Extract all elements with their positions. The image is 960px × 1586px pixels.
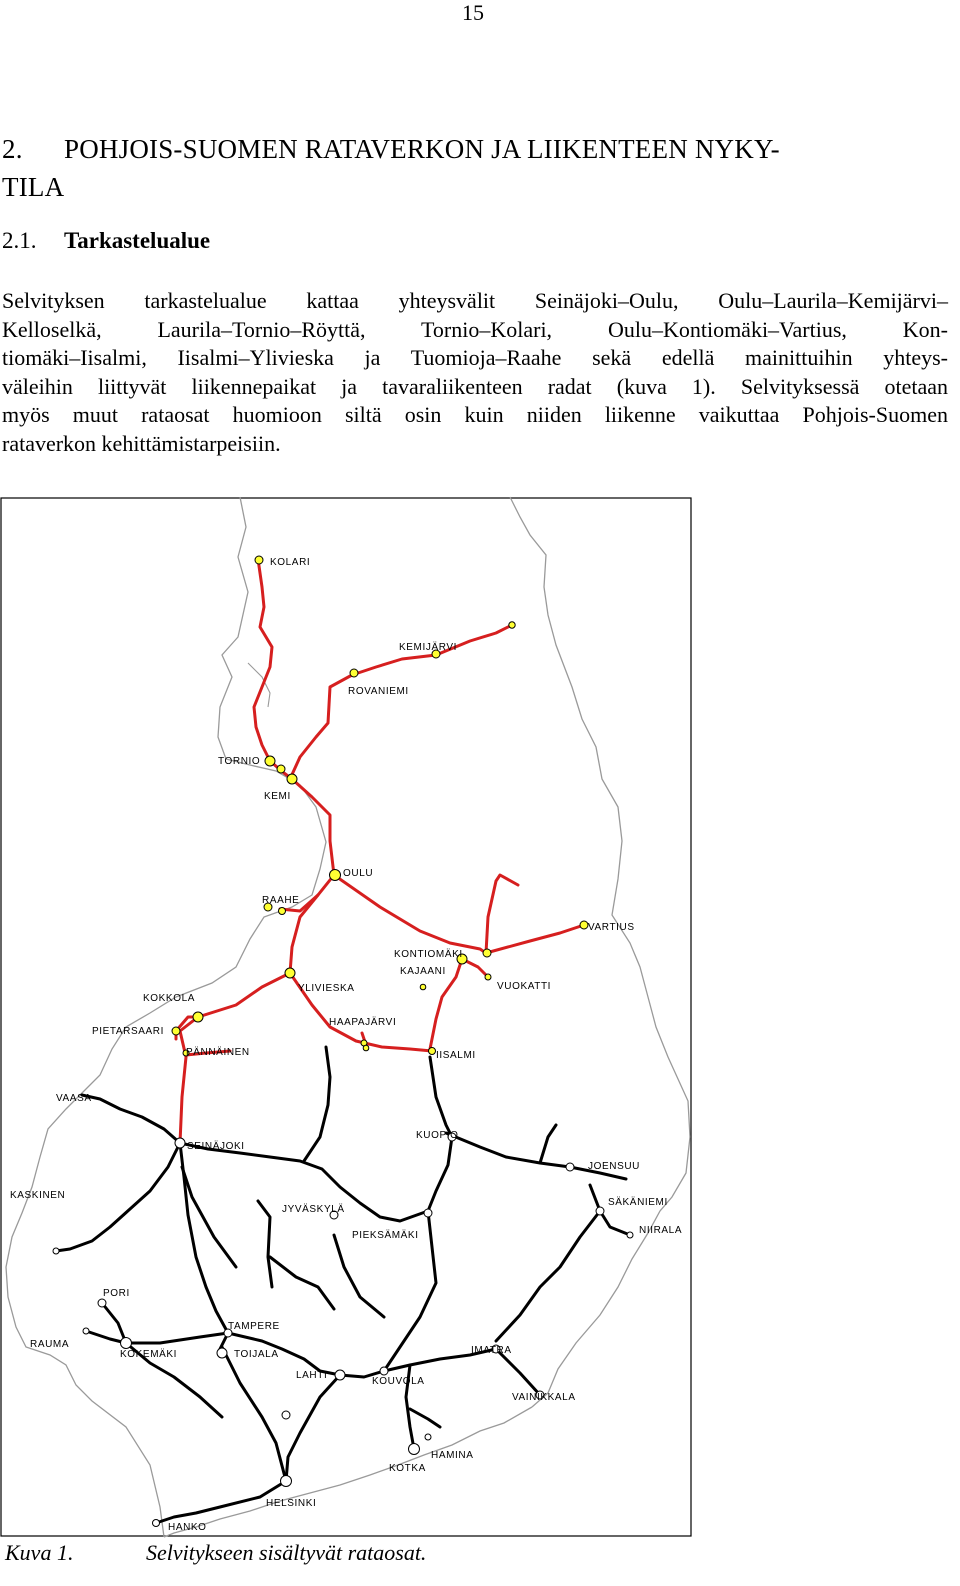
- station-niirala: [627, 1232, 633, 1238]
- chapter-number: 2.: [2, 134, 23, 164]
- label-vainikkala: VAINIKKALA: [512, 1392, 576, 1403]
- track-kuopio-joensuu: [446, 1133, 570, 1167]
- label-pannainen: PÄNNÄINEN: [186, 1047, 250, 1058]
- label-pietarsaari: PIETARSAARI: [92, 1026, 164, 1037]
- label-hamina: HAMINA: [431, 1450, 474, 1461]
- label-oulu: OULU: [343, 868, 374, 879]
- label-niirala: NIIRALA: [639, 1225, 683, 1236]
- track-seinajoki-kaskinen: [56, 1143, 180, 1251]
- station-oulu: [330, 870, 341, 881]
- station-vuokatti: [485, 974, 491, 980]
- track-kokkola-seinajoki: [180, 1017, 198, 1143]
- track-joensuu-north: [540, 1125, 556, 1163]
- track-kontiomaki-north: [486, 875, 518, 953]
- station-kemi: [287, 774, 297, 784]
- label-hanko: HANKO: [168, 1522, 207, 1533]
- label-imatra: IMATRA: [471, 1345, 512, 1356]
- section-heading: [2, 228, 210, 254]
- track-iisalmi-kuopio: [430, 1057, 452, 1137]
- track-hamina: [410, 1409, 440, 1427]
- track-vaasa-seinajoki: [82, 1095, 180, 1143]
- track-haapajarvi-jyvaskyla: [304, 1047, 330, 1161]
- label-kaskinen: KASKINEN: [10, 1190, 66, 1201]
- paragraph-line: myös muut rataosat huomioon siltä osin kuin niiden liikenne vaikuttaa Pohjois-Suomen: [2, 402, 948, 427]
- railway-map-figure: [0, 497, 692, 1537]
- label-joensuu: JOENSUU: [588, 1161, 640, 1172]
- section-title: Tarkastelualue: [64, 228, 211, 253]
- label-tornio: TORNIO: [218, 756, 261, 767]
- station-kaskinen: [53, 1248, 59, 1254]
- station-kotka: [409, 1444, 420, 1455]
- station-pieksamaki: [424, 1209, 432, 1217]
- station-pietarsaari: [172, 1027, 180, 1035]
- station-kontiomaki: [483, 949, 491, 957]
- track-rauma: [86, 1331, 126, 1343]
- station-seinajoki: [175, 1138, 185, 1148]
- page-number: 15: [462, 0, 484, 25]
- label-lahti: LAHTI: [296, 1370, 328, 1381]
- west-coast-line: [6, 497, 326, 1537]
- railway-map: [0, 497, 692, 1537]
- track-ylivieska-kokkola: [198, 973, 290, 1017]
- track-local-a: [334, 1235, 384, 1317]
- track-kontiomaki-vartius: [486, 925, 584, 953]
- chapter-title-line1: POHJOIS-SUOMEN RATAVERKON JA LIIKENTEEN NYKY-: [64, 134, 780, 164]
- track-joensuu-imatra: [496, 1211, 600, 1341]
- station-lahti: [335, 1370, 345, 1380]
- caption-text: Selvitykseen sisältyvät rataosat.: [146, 1540, 427, 1565]
- station-ylivieska: [285, 968, 295, 978]
- station-kelloselka: [509, 622, 515, 628]
- label-kokemaki: KOKEMÄKI: [120, 1349, 178, 1360]
- label-iisalmi: IISALMI: [436, 1050, 476, 1061]
- section-number: 2.1.: [2, 228, 37, 253]
- label-kouvola: KOUVOLA: [372, 1376, 425, 1387]
- lake-outline: [248, 663, 270, 707]
- station-raahe-b: [279, 908, 286, 915]
- south-coast-line: [164, 1407, 532, 1537]
- label-rauma: RAUMA: [30, 1339, 70, 1350]
- station-hamina: [425, 1434, 431, 1440]
- station-tornio: [265, 756, 275, 766]
- eastern-border-line: [510, 497, 690, 1407]
- caption-number: Kuva 1.: [5, 1540, 74, 1565]
- station-hanko: [153, 1520, 160, 1527]
- track-kuopio-pieksamaki: [428, 1137, 452, 1211]
- label-vaasa: VAASA: [56, 1093, 92, 1104]
- track-kemi-oulu: [292, 779, 334, 875]
- paragraph-line: rataverkon kehittämistarpeisiin.: [2, 430, 281, 456]
- track-kokemaki-tampere: [126, 1333, 228, 1343]
- paragraph-line: Selvityksen tarkastelualue kattaa yhteysvälit Seinäjoki–Oulu, Oulu–Laurila–Kemijärvi–: [2, 288, 948, 313]
- stations: [53, 556, 633, 1527]
- track-local-d: [270, 1257, 334, 1309]
- label-raahe: RAAHE: [262, 895, 300, 906]
- label-kotka: KOTKA: [389, 1463, 426, 1474]
- station-haapajarvi-b: [363, 1045, 369, 1051]
- station-kokemaki: [121, 1338, 132, 1349]
- track-kolari-tornio: [254, 559, 272, 761]
- label-kemi: KEMI: [264, 791, 291, 802]
- track-jyvaskyla-south: [258, 1201, 272, 1287]
- paragraph-line: Kelloselkä, Laurila–Tornio–Röyttä, Tornio–Kolari, Oulu–Kontiomäki–Vartius, Kon-: [2, 316, 948, 342]
- label-seinajoki: SEINÄJOKI: [187, 1141, 245, 1152]
- label-kemijarvi: KEMIJÄRVI: [399, 642, 458, 653]
- label-vuokatti: VUOKATTI: [497, 981, 552, 992]
- label-kolari: KOLARI: [270, 557, 311, 568]
- label-toijala: TOIJALA: [234, 1349, 279, 1360]
- station-laurila: [277, 765, 285, 773]
- paragraph-line: tiomäki–Iisalmi, Iisalmi–Ylivieska ja Tuomioja–Raahe sekä edellä mainittuihin yhteys-: [2, 345, 948, 370]
- label-kontiomaki: KONTIOMÄKI: [394, 949, 463, 960]
- label-vartius: VARTIUS: [588, 922, 635, 933]
- chapter-heading: [2, 130, 952, 206]
- station-kokkola: [193, 1012, 203, 1022]
- station-iisalmi: [429, 1048, 436, 1055]
- station-rauma: [83, 1328, 89, 1334]
- label-pieksamaki: PIEKSÄMÄKI: [352, 1230, 419, 1241]
- track-toijala-helsinki: [222, 1347, 286, 1481]
- station-kouvola: [380, 1367, 388, 1375]
- station-pori: [98, 1299, 106, 1307]
- station-kolari: [255, 556, 263, 564]
- label-haapajarvi: HAAPAJÄRVI: [329, 1017, 397, 1028]
- paragraph-line: väleihin liittyvät liikennepaikat ja tavaraliikenteen radat (kuva 1). Selvityksessä otetaan: [2, 373, 948, 399]
- label-rovaniemi: ROVANIEMI: [348, 686, 409, 697]
- station-vartius: [580, 921, 588, 929]
- label-kokkola: KOKKOLA: [143, 993, 195, 1004]
- station-joensuu: [566, 1163, 574, 1171]
- track-lahti-helsinki: [286, 1375, 340, 1481]
- station-toijala: [217, 1348, 227, 1358]
- label-kajaani: KAJAANI: [400, 966, 446, 977]
- label-sakaniemi: SÄKÄNIEMI: [608, 1197, 668, 1208]
- station-rovaniemi: [350, 669, 358, 677]
- track-seinajoki-tampere: [180, 1143, 228, 1333]
- label-jyvaskyla: JYVÄSKYLÄ: [282, 1204, 345, 1215]
- label-pori: PORI: [103, 1288, 130, 1299]
- station-small-a: [420, 984, 426, 990]
- label-kuopio: KUOPIO: [416, 1130, 459, 1141]
- track-oulu-kontiomaki: [334, 875, 486, 953]
- station-riihimaki: [282, 1411, 290, 1419]
- body-paragraph: [2, 287, 948, 458]
- label-tampere: TAMPERE: [228, 1321, 280, 1332]
- track-local-c: [182, 1167, 236, 1267]
- station-helsinki: [281, 1476, 292, 1487]
- label-ylivieska: YLIVIESKA: [298, 983, 355, 994]
- label-helsinki: HELSINKI: [266, 1498, 317, 1509]
- map-labels: [10, 557, 682, 1533]
- chapter-title-line2: TILA: [2, 172, 65, 202]
- station-sakaniemi: [596, 1207, 604, 1215]
